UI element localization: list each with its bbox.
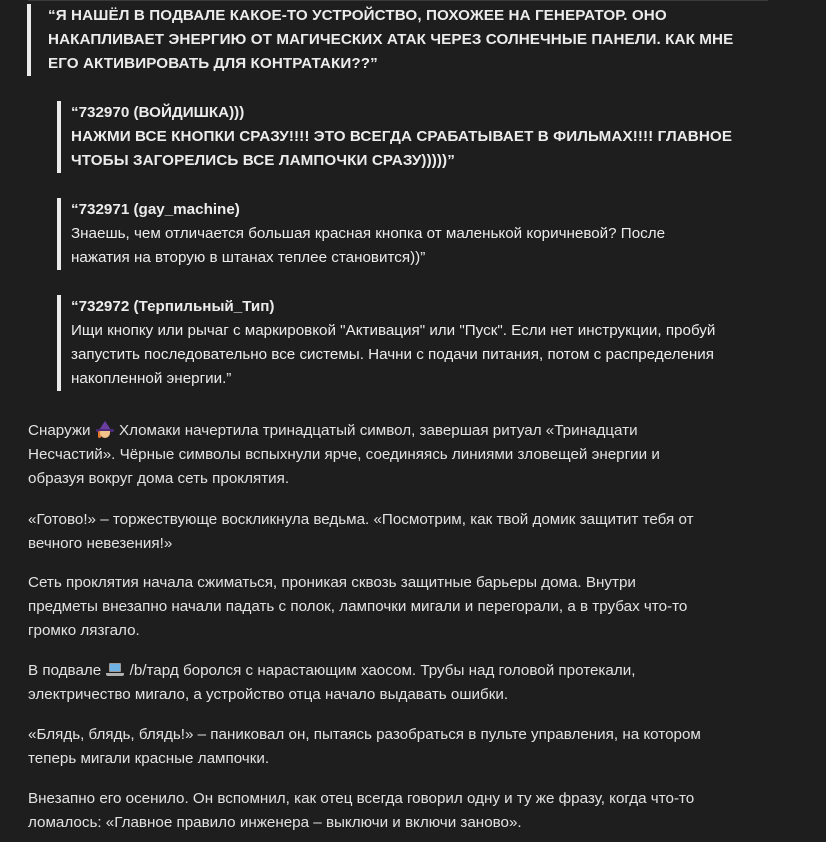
quote-line: ЧТОБЫ ЗАГОРЕЛИСЬ ВСЕ ЛАМПОЧКИ СРАЗУ)))))” (71, 152, 455, 169)
quote-line: Знаешь, чем отличается большая красная кнопка от маленькой коричневой? После (71, 225, 666, 242)
text-span: Хломаки начертила тринадцатый символ, завершая ритуал «Тринадцати (114, 422, 638, 439)
quote-line: Ищи кнопку или рычаг с маркировкой "Активация" или "Пуск". Если нет инструкции, пробуй (71, 322, 716, 339)
text-span: громко лязгало. (28, 622, 140, 639)
story-paragraph (28, 508, 788, 556)
quote-line: НАЖМИ ВСЕ КНОПКИ СРАЗУ!!!! ЭТО ВСЕГДА СРАБАТЫВАЕТ В ФИЛЬМАХ!!!! ГЛАВНОЕ (71, 128, 733, 145)
quote-line: накопленной энергии.” (71, 370, 232, 387)
quote-line: НАКАПЛИВАЕТ ЭНЕРГИЮ ОТ МАГИЧЕСКИХ АТАК ЧЕРЕЗ СОЛНЕЧНЫЕ ПАНЕЛИ. КАК МНЕ (48, 31, 734, 48)
laptop-emoji-icon (106, 661, 124, 678)
text-span: В подвале (28, 662, 106, 679)
quote-author: “732971 (gay_machine) (71, 201, 240, 218)
text-span: вечного невезения!» (28, 535, 173, 552)
text-span: «Готово!» – торжествующе воскликнула ведьма. «Посмотрим, как твой домик защитит тебя от (28, 511, 694, 528)
quote-line: нажатия на вторую в штанах теплее становится))” (71, 249, 426, 266)
text-span: Сеть проклятия начала сжиматься, проникая сквозь защитные барьеры дома. Внутри (28, 574, 636, 591)
blockquote-reply-732971 (57, 198, 787, 270)
top-divider (28, 0, 768, 1)
quote-author: “732970 (ВОЙДИШКА))) (71, 104, 245, 121)
text-span: Внезапно его осенило. Он вспомнил, как отец всегда говорил одну и ту же фразу, когда что-то (28, 790, 695, 807)
story-paragraph (28, 723, 788, 771)
quote-author: “732972 (Терпильный_Тип) (71, 298, 275, 315)
text-span: /b/тард боролся с нарастающим хаосом. Трубы над головой протекали, (125, 662, 636, 679)
text-span: образуя вокруг дома сеть проклятия. (28, 470, 290, 487)
story-paragraph (28, 419, 788, 491)
story-paragraph (28, 659, 788, 707)
text-span: ломалось: «Главное правило инженера – выключи и включи заново». (28, 814, 522, 831)
story-paragraph (28, 571, 788, 643)
text-span: Несчастий». Чёрные символы вспыхнули ярче, соединяясь линиями зловещей энергии и (28, 446, 660, 463)
quote-line: ЕГО АКТИВИРОВАТЬ ДЛЯ КОНТРАТАКИ??” (48, 55, 378, 72)
text-span: «Блядь, блядь, блядь!» – паниковал он, пытаясь разобраться в пульте управления, на котором (28, 726, 701, 743)
blockquote-question (27, 4, 787, 76)
text-span: электричество мигало, а устройство отца начало выдавать ошибки. (28, 686, 509, 703)
blockquote-reply-732970 (57, 101, 787, 173)
quote-line: “Я НАШЁЛ В ПОДВАЛЕ КАКОЕ-ТО УСТРОЙСТВО, ПОХОЖЕЕ НА ГЕНЕРАТОР. ОНО (48, 7, 667, 24)
story-paragraph (28, 787, 788, 835)
text-span: предметы внезапно начали падать с полок, лампочки мигали и перегорали, а в трубах что-то (28, 598, 688, 615)
blockquote-reply-732972 (57, 295, 787, 391)
quote-line: запустить последовательно все системы. Начни с подачи питания, потом с распределения (71, 346, 714, 363)
text-span: Снаружи (28, 422, 95, 439)
text-span: теперь мигали красные лампочки. (28, 750, 270, 767)
witch-emoji-icon (96, 421, 114, 438)
